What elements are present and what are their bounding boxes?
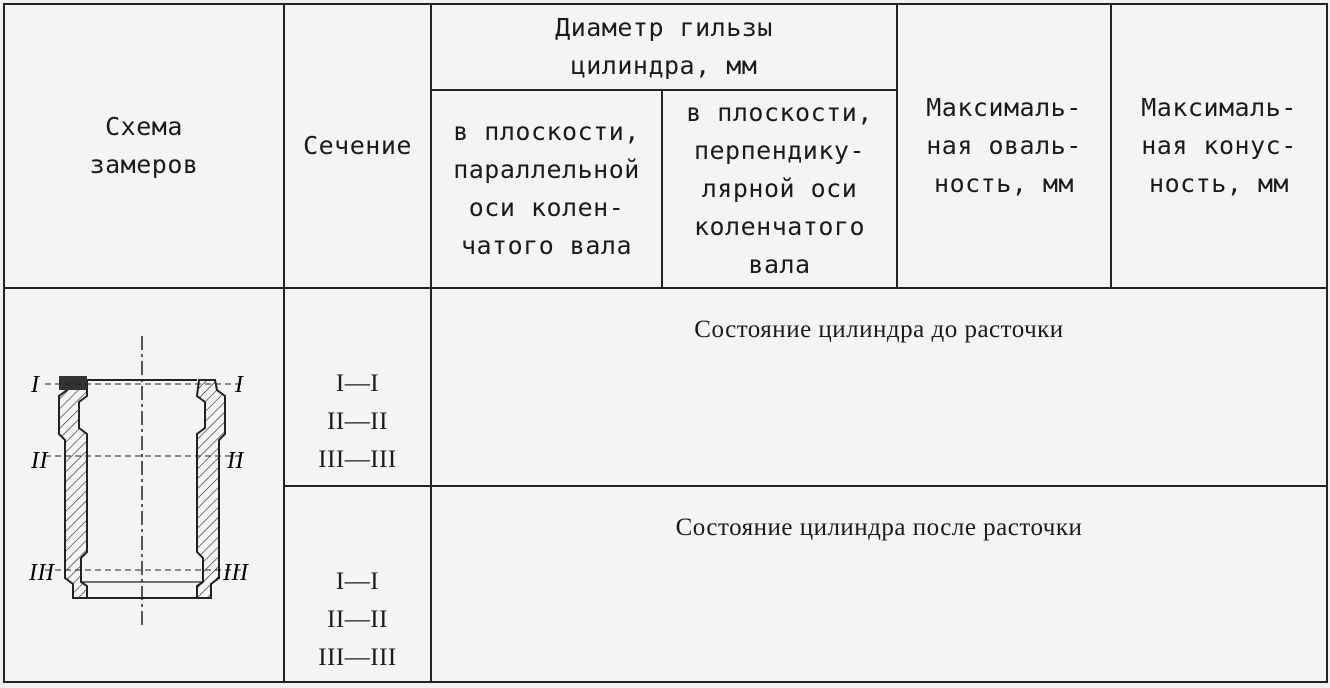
label-section-I-left: I — [31, 371, 40, 398]
label-section-III-right: III — [223, 559, 249, 586]
header-taper-line: ность, мм — [1149, 169, 1289, 198]
header-scheme-line: замеров — [89, 150, 199, 179]
header-parallel-line: чатого вала — [460, 231, 633, 260]
header-taper-line: Максималь- — [1141, 93, 1297, 122]
header-ovality-line: ная оваль- — [926, 131, 1082, 160]
left-wall-section — [59, 380, 87, 598]
section-label: III—III — [318, 446, 397, 473]
section-label: II—II — [327, 606, 388, 633]
state-after-cell — [431, 486, 1327, 682]
header-ovality-line: ность, мм — [934, 169, 1074, 198]
header-ovality-line: Максималь- — [926, 93, 1082, 122]
state-before-cell — [431, 288, 1327, 486]
right-wall-section — [197, 380, 225, 598]
header-perpendicular-line: в плоскости, — [686, 98, 873, 127]
state-after-text: Состояние цилиндра после расточки — [675, 514, 1083, 541]
sections-after-cell — [284, 486, 431, 682]
header-parallel-line: оси колен- — [468, 193, 625, 222]
header-diameter-line: цилиндра, мм — [570, 51, 758, 80]
top-left-flange — [59, 376, 87, 390]
header-scheme — [4, 4, 284, 288]
header-diameter-group — [431, 4, 897, 90]
section-label: I—I — [335, 568, 380, 595]
header-taper — [1111, 4, 1327, 288]
header-perpendicular — [662, 90, 897, 288]
state-before-text: Состояние цилиндра до расточки — [694, 316, 1064, 343]
measurement-table — [3, 3, 1328, 683]
header-scheme-line: Схема — [105, 112, 183, 141]
label-section-III-left: III — [29, 559, 55, 586]
header-perpendicular-line: коленчатого — [693, 212, 866, 241]
header-section — [284, 4, 431, 288]
label-section-I-right: I — [235, 371, 244, 398]
header-perpendicular-line: лярной оси — [701, 174, 858, 203]
header-section-label: Сечение — [303, 131, 412, 160]
header-perpendicular-line: перпендику- — [693, 136, 866, 165]
cylinder-diagram-cell — [4, 288, 284, 682]
header-taper-line: ная конус- — [1141, 131, 1297, 160]
label-section-II-left: II — [31, 447, 48, 474]
section-label: I—I — [335, 370, 380, 397]
header-parallel-line: параллельной — [453, 155, 640, 184]
header-perpendicular-line: вала — [748, 250, 811, 279]
header-parallel-line: в плоскости, — [453, 117, 640, 146]
section-label: II—II — [327, 408, 388, 435]
header-diameter-line: Диаметр гильзы — [555, 13, 773, 42]
header-parallel — [431, 90, 662, 288]
label-section-II-right: II — [227, 447, 244, 474]
sections-before-cell — [284, 288, 431, 486]
header-ovality — [897, 4, 1111, 288]
cylinder-liner-diagram — [29, 330, 259, 630]
section-label: III—III — [318, 644, 397, 671]
